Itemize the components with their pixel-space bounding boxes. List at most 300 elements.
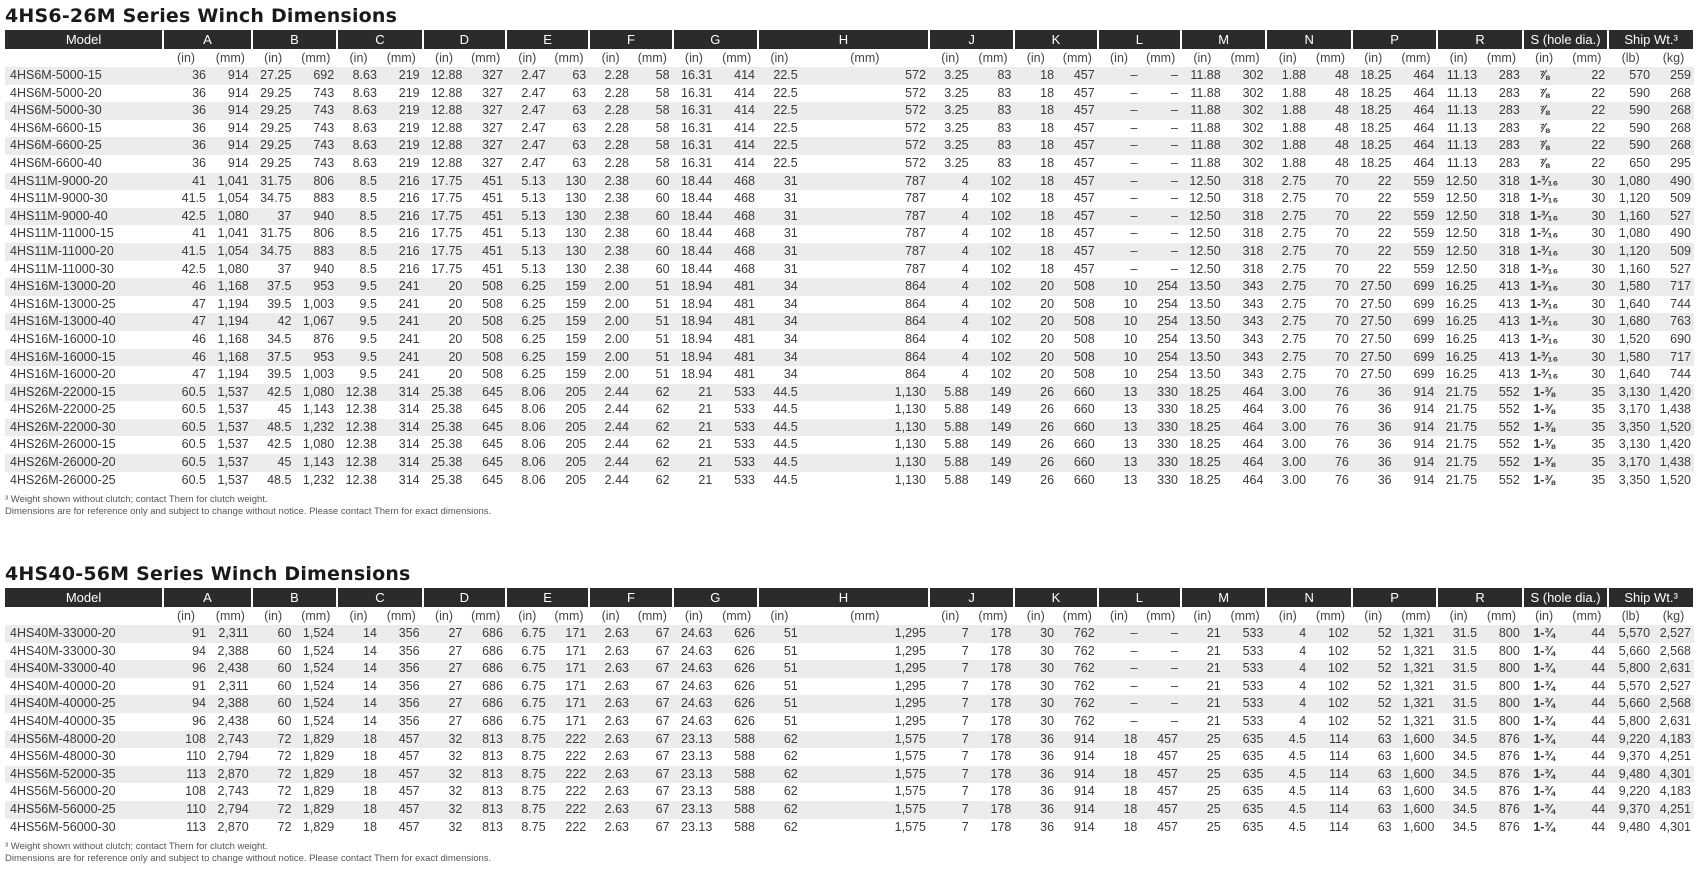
table-cell: 717 bbox=[1653, 349, 1694, 367]
table-cell: 3.00 bbox=[1266, 384, 1309, 402]
table-cell: 1,537 bbox=[209, 436, 252, 454]
model-cell: 4HS6M-5000-20 bbox=[5, 85, 163, 103]
column-group-header: P bbox=[1352, 30, 1437, 49]
table-cell: 108 bbox=[163, 783, 209, 801]
model-cell: 4HS26M-26000-15 bbox=[5, 436, 163, 454]
table-cell: 18.44 bbox=[673, 190, 716, 208]
table-cell: 1,080 bbox=[294, 436, 337, 454]
model-cell: 4HS6M-6600-40 bbox=[5, 155, 163, 173]
table-cell: – bbox=[1098, 713, 1141, 731]
table-cell: 48 bbox=[1309, 137, 1352, 155]
table-cell: 588 bbox=[715, 819, 758, 837]
table-cell: 914 bbox=[209, 67, 252, 85]
table-cell: 4,301 bbox=[1653, 819, 1694, 837]
table-cell: 32 bbox=[423, 731, 466, 749]
table-cell: 508 bbox=[1057, 331, 1098, 349]
table-cell: 343 bbox=[1224, 349, 1267, 367]
table-cell: 67 bbox=[632, 660, 673, 678]
table-cell: 1,160 bbox=[1608, 208, 1653, 226]
model-cell: 4HS40M-33000-20 bbox=[5, 625, 163, 643]
table-cell: 70 bbox=[1309, 331, 1352, 349]
table-cell: 1,143 bbox=[294, 454, 337, 472]
column-group-header: R bbox=[1437, 588, 1522, 607]
table-cell: 914 bbox=[1057, 766, 1098, 784]
table-cell: 31 bbox=[758, 225, 801, 243]
table-cell: 102 bbox=[972, 261, 1015, 279]
table-cell: 7 bbox=[929, 625, 972, 643]
table-cell: 356 bbox=[380, 625, 423, 643]
table-cell: 2,388 bbox=[209, 695, 252, 713]
table-cell: 21 bbox=[673, 401, 716, 419]
table-cell: 20 bbox=[423, 366, 466, 384]
table-cell: 16.31 bbox=[673, 85, 716, 103]
table-cell: 5.13 bbox=[506, 190, 549, 208]
table-cell: 457 bbox=[1057, 67, 1098, 85]
table-cell: 2.63 bbox=[589, 783, 632, 801]
table-row bbox=[5, 436, 1694, 454]
table-cell: 1-¾ bbox=[1523, 660, 1566, 678]
table-cell: 25 bbox=[1181, 766, 1224, 784]
table-cell: 110 bbox=[163, 748, 209, 766]
table-cell: 2.28 bbox=[589, 102, 632, 120]
table-cell: 63 bbox=[1352, 731, 1395, 749]
table-cell: 21.75 bbox=[1437, 419, 1480, 437]
table-cell: 130 bbox=[549, 261, 590, 279]
table-cell: 2,743 bbox=[209, 783, 252, 801]
table-cell: 13.50 bbox=[1181, 366, 1224, 384]
table-cell: 37 bbox=[252, 261, 295, 279]
table-cell: 52 bbox=[1352, 678, 1395, 696]
table-cell: 91 bbox=[163, 678, 209, 696]
table-cell: 327 bbox=[465, 102, 506, 120]
table-cell: 343 bbox=[1224, 296, 1267, 314]
table-cell: 149 bbox=[972, 401, 1015, 419]
table-cell: 14 bbox=[337, 625, 380, 643]
table-cell: 58 bbox=[632, 85, 673, 103]
table-cell: 76 bbox=[1309, 472, 1352, 490]
table-cell: 11.88 bbox=[1181, 155, 1224, 173]
table-cell: 27.50 bbox=[1352, 366, 1395, 384]
table-cell: 4 bbox=[929, 366, 972, 384]
table-cell: 21 bbox=[1181, 678, 1224, 696]
table-cell: 76 bbox=[1309, 401, 1352, 419]
table-cell: 48 bbox=[1309, 85, 1352, 103]
table-cell: 60.5 bbox=[163, 401, 209, 419]
table-cell: 60 bbox=[252, 643, 295, 661]
unit-header: (in) bbox=[1352, 607, 1395, 625]
table-cell: 268 bbox=[1653, 102, 1694, 120]
table-cell: 60 bbox=[632, 261, 673, 279]
table-cell: 24.63 bbox=[673, 695, 716, 713]
table-cell: 30 bbox=[1566, 243, 1609, 261]
table-cell: 149 bbox=[972, 436, 1015, 454]
table-cell: 914 bbox=[1395, 419, 1438, 437]
table-cell: 205 bbox=[549, 419, 590, 437]
model-cell: 4HS26M-26000-20 bbox=[5, 454, 163, 472]
table-cell: 5.13 bbox=[506, 261, 549, 279]
table-cell: 7 bbox=[929, 783, 972, 801]
table-cell: 34.5 bbox=[1437, 801, 1480, 819]
table-cell: 464 bbox=[1395, 67, 1438, 85]
model-cell: 4HS26M-22000-15 bbox=[5, 384, 163, 402]
table-cell: 35 bbox=[1566, 436, 1609, 454]
table-cell: 457 bbox=[1057, 120, 1098, 138]
table-cell: 34 bbox=[758, 366, 801, 384]
table-cell: 413 bbox=[1480, 349, 1523, 367]
table-cell: 31.5 bbox=[1437, 625, 1480, 643]
table-cell: 635 bbox=[1224, 766, 1267, 784]
column-group-header: Ship Wt.³ bbox=[1608, 588, 1694, 607]
model-cell: 4HS11M-9000-40 bbox=[5, 208, 163, 226]
table-cell: 3,350 bbox=[1608, 419, 1653, 437]
model-cell: 4HS40M-40000-25 bbox=[5, 695, 163, 713]
table-cell: 1,524 bbox=[294, 678, 337, 696]
table-cell: 16.25 bbox=[1437, 278, 1480, 296]
table-cell: 1-³⁄₁₆ bbox=[1523, 173, 1566, 191]
table-cell: 1,575 bbox=[801, 783, 929, 801]
table-cell: 552 bbox=[1480, 454, 1523, 472]
table-cell: 457 bbox=[1140, 783, 1181, 801]
table-cell: 283 bbox=[1480, 137, 1523, 155]
table-cell: 864 bbox=[801, 366, 929, 384]
table-cell: 52 bbox=[1352, 625, 1395, 643]
table-cell: 7 bbox=[929, 801, 972, 819]
table-cell: 1,829 bbox=[294, 783, 337, 801]
table-cell: 44 bbox=[1566, 713, 1609, 731]
table-cell: 457 bbox=[1057, 102, 1098, 120]
table-cell: 457 bbox=[380, 731, 423, 749]
table-cell: 31.5 bbox=[1437, 713, 1480, 731]
column-group-header: J bbox=[929, 588, 1014, 607]
table-cell: 171 bbox=[549, 678, 590, 696]
table-cell: 51 bbox=[758, 678, 801, 696]
table-cell: 1,054 bbox=[209, 243, 252, 261]
unit-header: (in) bbox=[589, 49, 632, 67]
table-cell: 1,321 bbox=[1395, 695, 1438, 713]
table-cell: 18 bbox=[337, 748, 380, 766]
table-cell: 8.06 bbox=[506, 419, 549, 437]
table-cell: 743 bbox=[294, 102, 337, 120]
table-cell: 5,660 bbox=[1608, 695, 1653, 713]
table-row bbox=[5, 748, 1694, 766]
table-cell: 457 bbox=[1057, 225, 1098, 243]
table-cell: 7 bbox=[929, 643, 972, 661]
table-cell: 44 bbox=[1566, 766, 1609, 784]
table-cell: 876 bbox=[294, 331, 337, 349]
column-group-header: D bbox=[423, 588, 506, 607]
table-cell: 27.50 bbox=[1352, 349, 1395, 367]
footnotes bbox=[5, 494, 1695, 518]
table-cell: 5.13 bbox=[506, 208, 549, 226]
table-cell: 102 bbox=[972, 190, 1015, 208]
table-cell: 67 bbox=[632, 695, 673, 713]
unit-header: (in) bbox=[673, 607, 716, 625]
table-cell: 1-¾ bbox=[1523, 783, 1566, 801]
table-cell: 67 bbox=[632, 731, 673, 749]
table-cell: 660 bbox=[1057, 436, 1098, 454]
table-cell: 241 bbox=[380, 349, 423, 367]
table-cell: 295 bbox=[1653, 155, 1694, 173]
column-group-header: A bbox=[163, 30, 252, 49]
table-cell: 222 bbox=[549, 748, 590, 766]
unit-header: (in) bbox=[1181, 49, 1224, 67]
table-cell: – bbox=[1140, 67, 1181, 85]
unit-header: (kg) bbox=[1653, 49, 1694, 67]
table-cell: 16.25 bbox=[1437, 296, 1480, 314]
table-cell: 12.50 bbox=[1437, 208, 1480, 226]
table-cell: 42.5 bbox=[252, 384, 295, 402]
table-cell: 626 bbox=[715, 713, 758, 731]
table-cell: 27.25 bbox=[252, 67, 295, 85]
table-cell: 17.75 bbox=[423, 243, 466, 261]
table-cell: 51 bbox=[758, 625, 801, 643]
table-cell: 31 bbox=[758, 173, 801, 191]
column-group-header: G bbox=[673, 588, 758, 607]
table-cell: 22 bbox=[1352, 208, 1395, 226]
table-cell: 314 bbox=[380, 436, 423, 454]
column-group-header: B bbox=[252, 588, 337, 607]
table-cell: 8.06 bbox=[506, 384, 549, 402]
table-cell: 2.38 bbox=[589, 208, 632, 226]
table-cell: 356 bbox=[380, 678, 423, 696]
table-cell: – bbox=[1140, 102, 1181, 120]
table-cell: 25.38 bbox=[423, 454, 466, 472]
table-cell: 457 bbox=[1057, 261, 1098, 279]
unit-header: (mm) bbox=[1395, 49, 1438, 67]
table-cell: 1-¾ bbox=[1523, 695, 1566, 713]
table-cell: 149 bbox=[972, 419, 1015, 437]
table-cell: 22 bbox=[1566, 137, 1609, 155]
table-cell: 2,870 bbox=[209, 766, 252, 784]
table-cell: 30 bbox=[1566, 296, 1609, 314]
table-cell: 44 bbox=[1566, 695, 1609, 713]
table-cell: 26 bbox=[1014, 384, 1057, 402]
table-cell: 46 bbox=[163, 349, 209, 367]
table-cell: 23.13 bbox=[673, 801, 716, 819]
unit-header: (mm) bbox=[1057, 49, 1098, 67]
table-cell: 178 bbox=[972, 643, 1015, 661]
table-cell: 34.5 bbox=[1437, 766, 1480, 784]
table-cell: 9,220 bbox=[1608, 783, 1653, 801]
table-cell: 130 bbox=[549, 225, 590, 243]
column-group-header: H bbox=[758, 30, 929, 49]
table-cell: 1,520 bbox=[1608, 331, 1653, 349]
table-cell: 12.50 bbox=[1181, 190, 1224, 208]
column-group-header: J bbox=[929, 30, 1014, 49]
table-cell: 18.25 bbox=[1181, 472, 1224, 490]
table-cell: 62 bbox=[632, 401, 673, 419]
table-cell: 1,829 bbox=[294, 748, 337, 766]
table-cell: 16.25 bbox=[1437, 366, 1480, 384]
table-cell: 7 bbox=[929, 695, 972, 713]
column-group-header: H bbox=[758, 588, 929, 607]
table-cell: 588 bbox=[715, 801, 758, 819]
table-cell: 8.5 bbox=[337, 190, 380, 208]
table-cell: 686 bbox=[465, 643, 506, 661]
table-cell: 2,311 bbox=[209, 625, 252, 643]
table-cell: 953 bbox=[294, 278, 337, 296]
table-cell: 4 bbox=[929, 261, 972, 279]
table-cell: – bbox=[1098, 85, 1141, 103]
table-cell: 2.00 bbox=[589, 278, 632, 296]
table-cell: 51 bbox=[632, 349, 673, 367]
table-cell: 48 bbox=[1309, 67, 1352, 85]
table-cell: 18 bbox=[1014, 120, 1057, 138]
winch-dimensions-section-4hs6-26m bbox=[5, 2, 1695, 518]
table-cell: 16.31 bbox=[673, 155, 716, 173]
table-cell: 31 bbox=[758, 261, 801, 279]
table-cell: 3,350 bbox=[1608, 472, 1653, 490]
table-cell: 787 bbox=[801, 243, 929, 261]
table-cell: 102 bbox=[1309, 678, 1352, 696]
table-cell: 2.00 bbox=[589, 296, 632, 314]
table-cell: 2.75 bbox=[1266, 296, 1309, 314]
table-cell: 18 bbox=[1098, 766, 1141, 784]
table-cell: 10 bbox=[1098, 278, 1141, 296]
table-cell: 219 bbox=[380, 67, 423, 85]
table-cell: 23.13 bbox=[673, 748, 716, 766]
unit-header: (in) bbox=[673, 49, 716, 67]
table-cell: 2,527 bbox=[1653, 678, 1694, 696]
table-cell: 67 bbox=[632, 819, 673, 837]
table-cell: 8.75 bbox=[506, 766, 549, 784]
table-cell: 2.00 bbox=[589, 366, 632, 384]
table-cell: 559 bbox=[1395, 208, 1438, 226]
model-cell: 4HS40M-40000-35 bbox=[5, 713, 163, 731]
table-cell: 2.28 bbox=[589, 120, 632, 138]
table-cell: 72 bbox=[252, 819, 295, 837]
table-cell: 743 bbox=[294, 120, 337, 138]
table-cell: 318 bbox=[1480, 208, 1523, 226]
table-cell: 330 bbox=[1140, 419, 1181, 437]
table-cell: 60.5 bbox=[163, 436, 209, 454]
table-cell: 2,794 bbox=[209, 748, 252, 766]
table-cell: 7 bbox=[929, 660, 972, 678]
table-cell: 22 bbox=[1352, 173, 1395, 191]
table-cell: 468 bbox=[715, 208, 758, 226]
table-cell: 205 bbox=[549, 454, 590, 472]
table-cell: 11.88 bbox=[1181, 120, 1224, 138]
model-cell: 4HS11M-9000-20 bbox=[5, 173, 163, 191]
table-cell: 5,660 bbox=[1608, 643, 1653, 661]
table-cell: 490 bbox=[1653, 173, 1694, 191]
table-cell: 30 bbox=[1566, 366, 1609, 384]
table-cell: 149 bbox=[972, 454, 1015, 472]
table-cell: 4,183 bbox=[1653, 783, 1694, 801]
table-cell: 626 bbox=[715, 660, 758, 678]
table-cell: 20 bbox=[423, 313, 466, 331]
table-cell: 645 bbox=[465, 401, 506, 419]
table-cell: 36 bbox=[163, 155, 209, 173]
unit-header: (mm) bbox=[1140, 607, 1181, 625]
table-cell: 1,295 bbox=[801, 625, 929, 643]
table-cell: 2.75 bbox=[1266, 208, 1309, 226]
table-cell: 36 bbox=[163, 137, 209, 155]
table-cell: 588 bbox=[715, 731, 758, 749]
table-cell: 1-⅜ bbox=[1523, 472, 1566, 490]
table-cell: 686 bbox=[465, 678, 506, 696]
table-cell: 1,130 bbox=[801, 384, 929, 402]
table-row bbox=[5, 384, 1694, 402]
footnotes bbox=[5, 841, 1695, 865]
table-cell: 94 bbox=[163, 695, 209, 713]
table-row bbox=[5, 472, 1694, 490]
table-cell: 7 bbox=[929, 678, 972, 696]
table-cell: 914 bbox=[1057, 801, 1098, 819]
table-cell: 1,041 bbox=[209, 173, 252, 191]
table-cell: 21 bbox=[1181, 660, 1224, 678]
table-cell: 39.5 bbox=[252, 296, 295, 314]
table-cell: 327 bbox=[465, 120, 506, 138]
table-cell: 699 bbox=[1395, 331, 1438, 349]
unit-header: (in) bbox=[1352, 49, 1395, 67]
table-cell: 762 bbox=[1057, 660, 1098, 678]
winch-dimensions-section-4hs40-56m bbox=[5, 560, 1695, 865]
table-cell: 12.38 bbox=[337, 436, 380, 454]
table-cell: 9.5 bbox=[337, 349, 380, 367]
table-cell: 572 bbox=[801, 85, 929, 103]
table-cell: 22.5 bbox=[758, 85, 801, 103]
table-cell: 10 bbox=[1098, 331, 1141, 349]
table-cell: 36 bbox=[163, 102, 209, 120]
table-cell: 533 bbox=[715, 401, 758, 419]
table-cell: 171 bbox=[549, 695, 590, 713]
table-cell: 481 bbox=[715, 296, 758, 314]
table-cell: – bbox=[1098, 137, 1141, 155]
table-cell: 42.5 bbox=[163, 208, 209, 226]
table-cell: 1-¾ bbox=[1523, 801, 1566, 819]
table-cell: 16.25 bbox=[1437, 349, 1480, 367]
table-cell: 35 bbox=[1566, 472, 1609, 490]
model-cell: 4HS56M-56000-30 bbox=[5, 819, 163, 837]
table-cell: 2.75 bbox=[1266, 331, 1309, 349]
table-cell: 2.38 bbox=[589, 243, 632, 261]
table-cell: 1.88 bbox=[1266, 155, 1309, 173]
table-cell: 12.50 bbox=[1181, 243, 1224, 261]
table-cell: 36 bbox=[1352, 454, 1395, 472]
unit-header: (mm) bbox=[801, 607, 929, 625]
table-cell: 29.25 bbox=[252, 120, 295, 138]
table-row bbox=[5, 102, 1694, 120]
table-cell: 508 bbox=[1057, 366, 1098, 384]
table-cell: 8.75 bbox=[506, 731, 549, 749]
table-cell: 102 bbox=[972, 349, 1015, 367]
table-cell: 1,120 bbox=[1608, 243, 1653, 261]
footnote-disclaimer: Dimensions are for reference only and subject to change without notice. Please contact Thern for exact dimensions. bbox=[5, 506, 492, 518]
table-cell: 2.00 bbox=[589, 313, 632, 331]
table-cell: 2,438 bbox=[209, 713, 252, 731]
table-cell: 559 bbox=[1395, 173, 1438, 191]
table-cell: 70 bbox=[1309, 278, 1352, 296]
unit-header: (mm) bbox=[209, 607, 252, 625]
table-cell: 178 bbox=[972, 766, 1015, 784]
table-cell: 660 bbox=[1057, 472, 1098, 490]
table-cell: 8.5 bbox=[337, 261, 380, 279]
table-cell: 533 bbox=[715, 454, 758, 472]
table-cell: – bbox=[1140, 190, 1181, 208]
table-cell: 8.5 bbox=[337, 173, 380, 191]
table-cell: 451 bbox=[465, 261, 506, 279]
table-cell: 464 bbox=[1395, 120, 1438, 138]
table-cell: 45 bbox=[252, 454, 295, 472]
table-cell: 16.25 bbox=[1437, 331, 1480, 349]
table-cell: 91 bbox=[163, 625, 209, 643]
column-group-header: F bbox=[589, 588, 672, 607]
dimensions-table bbox=[5, 30, 1695, 489]
table-cell: 36 bbox=[1352, 472, 1395, 490]
table-cell: 23.13 bbox=[673, 783, 716, 801]
table-row bbox=[5, 419, 1694, 437]
